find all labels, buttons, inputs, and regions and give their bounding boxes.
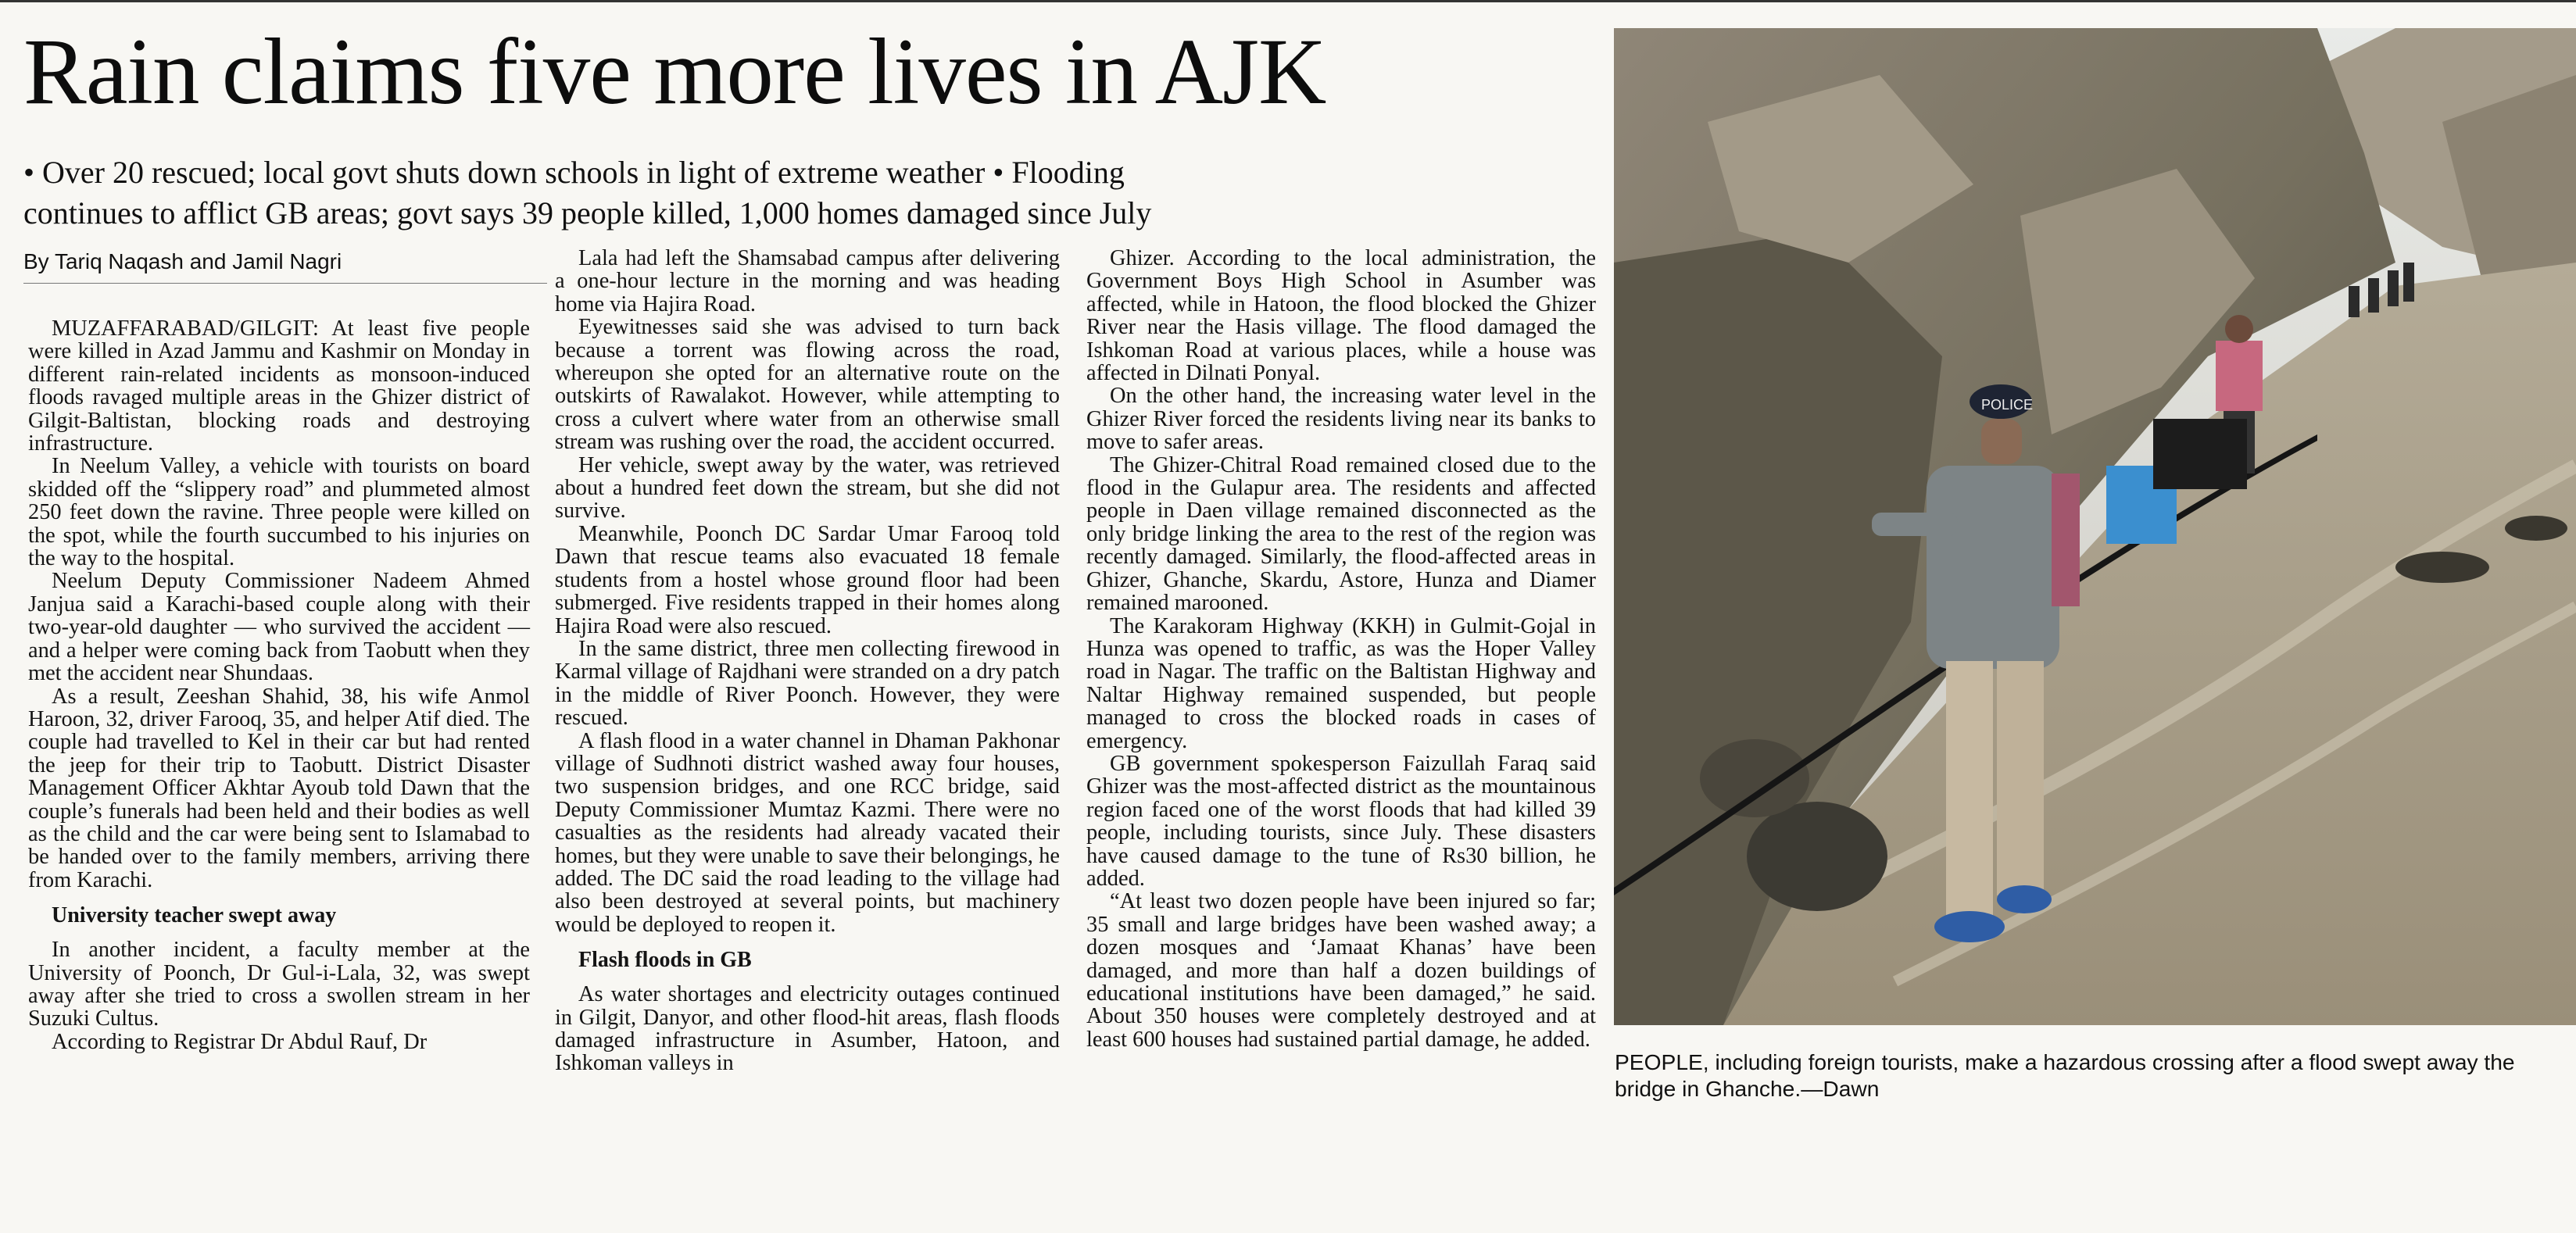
article-paragraph: A flash flood in a water channel in Dhaman Pakhonar village of Sudhnoti district washed away four houses, two suspension bridges, and one RCC bridge, said Deputy Commissioner Mumtaz Kazmi. There were no casualties as the residents had already vacated their homes, but they were unable to save their belongings, he added. The DC said the road leading to the village had also been destroyed at several points, but machinery would be deployed to reopen it.: [555, 728, 1060, 937]
police-cap-text: POLICE: [1981, 397, 2034, 413]
flood-crossing-photo: [1614, 28, 2576, 1025]
article-paragraph: In the same district, three men collecting firewood in Karmal village of Rajdhani were stranded on a dry patch in the middle of River Poonch. However, they were rescued.: [555, 636, 1060, 731]
article-paragraph: On the other hand, the increasing water level in the Ghizer River forced the residents living near its banks to move to safer areas.: [1086, 384, 1596, 455]
subheadline: [23, 152, 1594, 234]
article-paragraph: The Ghizer-Chitral Road remained closed due to the flood in the Gulapur area. The residents and affected people in Daen village remained disconnected as the only bridge linking the area to the rest of the region was recently damaged. Similarly, the flood-affected areas in Ghizer, Ghanche, Skardu, Astore, Hunza and Diamer remained marooned.: [1086, 452, 1596, 616]
byline-divider: [23, 283, 547, 284]
section-subheading: University teacher swept away: [52, 903, 337, 928]
headline: Rain claims five more lives in AJK: [23, 20, 1326, 124]
article-column-3: [1086, 247, 1596, 1051]
article-paragraph: Her vehicle, swept away by the water, was retrieved about a hundred feet down the stream, but she did not survive.: [555, 452, 1060, 524]
article-column-1: [28, 317, 530, 1053]
article-paragraph: Neelum Deputy Commissioner Nadeem Ahmed Janjua said a Karachi-based couple along with their two-year-old daughter — who survived the accident — and a helper were coming back from Taobutt when they met the accident near Shundaas.: [28, 569, 530, 686]
photo-caption: PEOPLE, including foreign tourists, make a hazardous crossing after a flood swept away the bridge in Ghanche.—Dawn: [1615, 1049, 2515, 1101]
article-paragraph: “At least two dozen people have been injured so far; 35 small and large bridges have been washed away; a dozen mosques and ‘Jamaat Khanas’ have been damaged, and more than half a dozen buildings of educational institutions have been damaged,” he said. About 350 houses were completely destroyed and at least 600 houses had sustained partial damage, he added.: [1086, 889, 1596, 1052]
byline: By Tariq Naqash and Jamil Nagri: [23, 249, 342, 273]
article-paragraph: In another incident, a faculty member at the University of Poonch, Dr Gul-i-Lala, 32, was swept away after she tried to cross a swollen stream in her Suzuki Cultus.: [28, 938, 530, 1031]
article-paragraph: The Karakoram Highway (KKH) in Gulmit-Gojal in Hunza was opened to traffic, as was the Hoper Valley road in Nagar. The traffic on the Baltistan Highway and Naltar Highway remained suspended, but people managed to cross the blocked roads in cases of emergency.: [1086, 613, 1596, 753]
article-paragraph: Lala had left the Shamsabad campus after delivering a one-hour lecture in the morning and was heading home via Hajira Road.: [555, 246, 1060, 316]
article-paragraph: GB government spokesperson Faizullah Faraq said Ghizer was the most-affected district as the mountainous region faced one of the worst floods that had killed 39 people, including tourists, since July. These disasters have caused damage to the tune of Rs30 billion, he added.: [1086, 751, 1596, 891]
article-paragraph: According to Registrar Dr Abdul Rauf, Dr: [52, 1029, 428, 1054]
subheadline-line: • Over 20 rescued; local govt shuts down schools in light of extreme weather • Flooding: [23, 155, 1125, 190]
article-paragraph: In Neelum Valley, a vehicle with tourists on board skidded off the “slippery road” and plummeted almost 250 feet down the ravine. Three people were killed on the spot, while the fourth succumbed to his injuries on the way to the hospital.: [28, 454, 530, 571]
section-subheading: Flash floods in GB: [578, 948, 752, 973]
article-paragraph: MUZAFFARABAD/GILGIT: At least five people were killed in Azad Jammu and Kashmir on Monday in different rain-related incidents as monsoon-induced floods ravaged multiple areas in the Ghizer district of Gilgit-Baltistan, blocking roads and destroying infrastructure.: [28, 316, 530, 456]
article-paragraph: Meanwhile, Poonch DC Sardar Umar Farooq told Dawn that rescue teams also evacuated 18 female students from a hostel whose ground floor had been submerged. Five residents trapped in their homes along Hajira Road were also rescued.: [555, 521, 1060, 638]
subheadline-line: continues to afflict GB areas; govt says 39 people killed, 1,000 homes damaged since July: [23, 195, 1152, 231]
top-rule: [0, 0, 2576, 2]
article-paragraph: As a result, Zeeshan Shahid, 38, his wife Anmol Haroon, 32, driver Farooq, 35, and helper Atif died. The couple had travelled to Kel in their car but had rented the jeep for their trip to Taobutt. District Disaster Management Officer Akhtar Ayoub told Dawn that the couple’s funerals had been held and their bodies as well as the child and the car were being sent to Islamabad to be handed over to the family members, arriving there from Karachi.: [28, 684, 530, 892]
article-paragraph: Eyewitnesses said she was advised to turn back because a torrent was flowing across the road, whereupon she opted for an alternative route on the outskirts of Rawalakot. However, while attempting to cross a culvert where water from an otherwise small stream was rushing over the road, the accident occurred.: [555, 315, 1060, 455]
article-column-2: [555, 247, 1060, 1075]
article-paragraph: Ghizer. According to the local administration, the Government Boys High School in Asumber was affected, while in Hatoon, the flood blocked the Ghizer River near the Hasis village. The flood damaged the Ishkoman Road at various places, while a house was affected in Dilnati Ponyal.: [1086, 246, 1596, 386]
article-paragraph: As water shortages and electricity outages continued in Gilgit, Danyor, and other flood-hit areas, flash floods damaged infrastructure in Asumber, Hatoon, and Ishkoman valleys in: [555, 982, 1060, 1076]
